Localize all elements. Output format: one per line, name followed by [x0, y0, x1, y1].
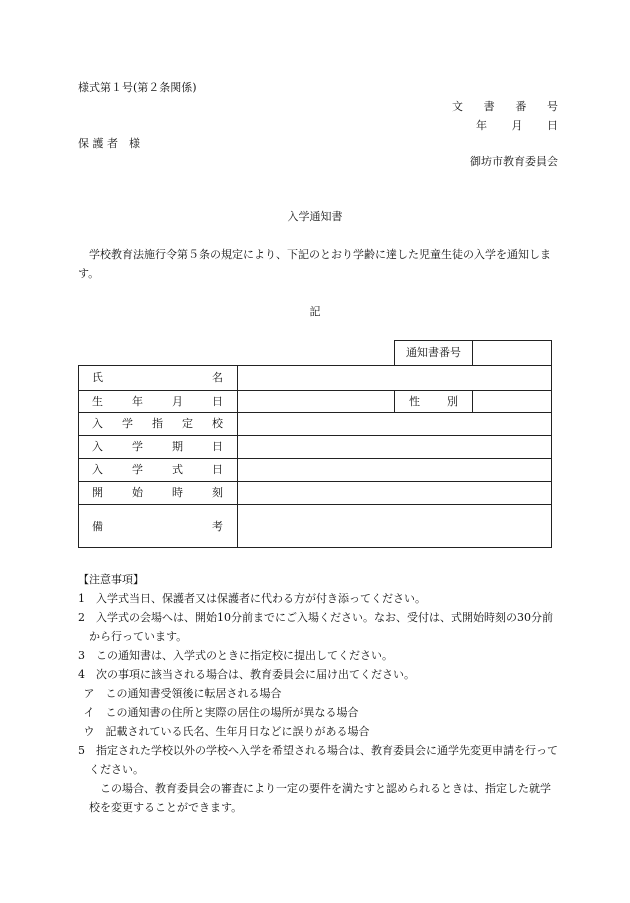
label-char: 始 [132, 486, 143, 500]
label-char: 考 [212, 519, 223, 533]
label-char: 刻 [212, 486, 223, 500]
note-item: 4 次の事項に該当される場合は、教育委員会に届け出てください。 [78, 668, 415, 681]
label-char: 入 [92, 463, 103, 477]
doc-number-char: 番 [515, 100, 527, 113]
notice-number-label: 通知書番号 [406, 346, 461, 360]
document-title: 入学通知書 [287, 210, 343, 223]
body-text: 学校教育法施行令第５条の規定により、下記のとおり学齢に達した児童生徒の入学を通知します。 [78, 248, 551, 280]
notes-section [78, 570, 560, 817]
label-birthdate [78, 391, 237, 412]
value-ceremony[interactable] [238, 459, 552, 481]
label-char: 入 [92, 417, 103, 431]
date-line [476, 118, 558, 133]
label-char: 校 [212, 417, 223, 431]
value-school[interactable] [238, 413, 552, 435]
label-char: 定 [182, 417, 193, 431]
recipient: 保 護 者 様 [78, 137, 140, 150]
label-ceremony [78, 459, 237, 481]
issuer: 御坊市教育委員会 [470, 155, 558, 168]
document-number-line [452, 99, 558, 114]
label-char: 年 [132, 394, 143, 408]
value-birthdate[interactable] [238, 391, 394, 412]
label-char: 日 [212, 463, 223, 477]
note-sub-item: ア この通知書受領後に転居される場合 [83, 687, 282, 700]
note-item: 3 この通知書は、入学式のときに指定校に提出してください。 [78, 649, 393, 662]
label-char: 期 [172, 440, 183, 454]
value-remarks[interactable] [238, 505, 552, 548]
label-char: 別 [447, 394, 458, 408]
label-char: 氏 [92, 371, 103, 385]
label-char: 学 [122, 417, 133, 431]
doc-number-char: 号 [546, 100, 558, 113]
value-start-time[interactable] [238, 482, 552, 504]
label-char: 時 [172, 486, 183, 500]
label-char: 日 [212, 394, 223, 408]
label-char: 月 [172, 394, 183, 408]
label-remarks [78, 505, 237, 548]
label-char: 開 [92, 486, 103, 500]
notice-number-value[interactable] [473, 340, 552, 366]
note-item: 1 入学式当日、保護者又は保護者に代わる方が付き添ってください。 [78, 592, 426, 605]
label-char: 入 [92, 440, 103, 454]
note-item: 5 指定された学校以外の学校へ入学を希望される場合は、教育委員会に通学先変更申請を行ってください。 [78, 744, 558, 776]
label-char: 学 [132, 463, 143, 477]
date-char: 月 [511, 119, 523, 132]
label-char: 名 [212, 371, 223, 385]
value-period[interactable] [238, 436, 552, 458]
label-char: 日 [212, 440, 223, 454]
enrollment-table [78, 340, 552, 548]
form-label: 様式第１号(第２条関係) [78, 81, 197, 94]
ki-heading: 記 [309, 305, 321, 318]
label-period [78, 436, 237, 458]
doc-number-char: 文 [452, 100, 463, 113]
label-char: 備 [92, 519, 103, 533]
label-char: 式 [172, 463, 183, 477]
date-char: 日 [547, 119, 558, 132]
note-sub-item: ウ 記載されている氏名、生年月日などに誤りがある場合 [83, 725, 370, 738]
notes-heading: 【注意事項】 [78, 573, 144, 586]
note-sub-item: イ この通知書の住所と実際の居住の場所が異なる場合 [83, 706, 359, 719]
label-name [78, 366, 237, 390]
doc-number-char: 書 [483, 100, 495, 113]
date-char: 年 [476, 119, 487, 132]
note-paragraph: この場合、教育委員会の審査により一定の要件を満たすと認められるときは、指定した就学校を変更することができます。 [89, 782, 551, 814]
label-gender [395, 391, 472, 412]
label-start-time [78, 482, 237, 504]
note-item: 2 入学式の会場へは、開始10分前までにご入場ください。なお、受付は、式開始時刻の30分前から行っています。 [78, 611, 553, 643]
label-school [78, 413, 237, 435]
label-char: 性 [409, 394, 420, 408]
label-char: 指 [152, 417, 163, 431]
label-char: 生 [92, 394, 103, 408]
value-name[interactable] [238, 366, 552, 390]
value-gender[interactable] [473, 391, 552, 412]
label-char: 学 [132, 440, 143, 454]
